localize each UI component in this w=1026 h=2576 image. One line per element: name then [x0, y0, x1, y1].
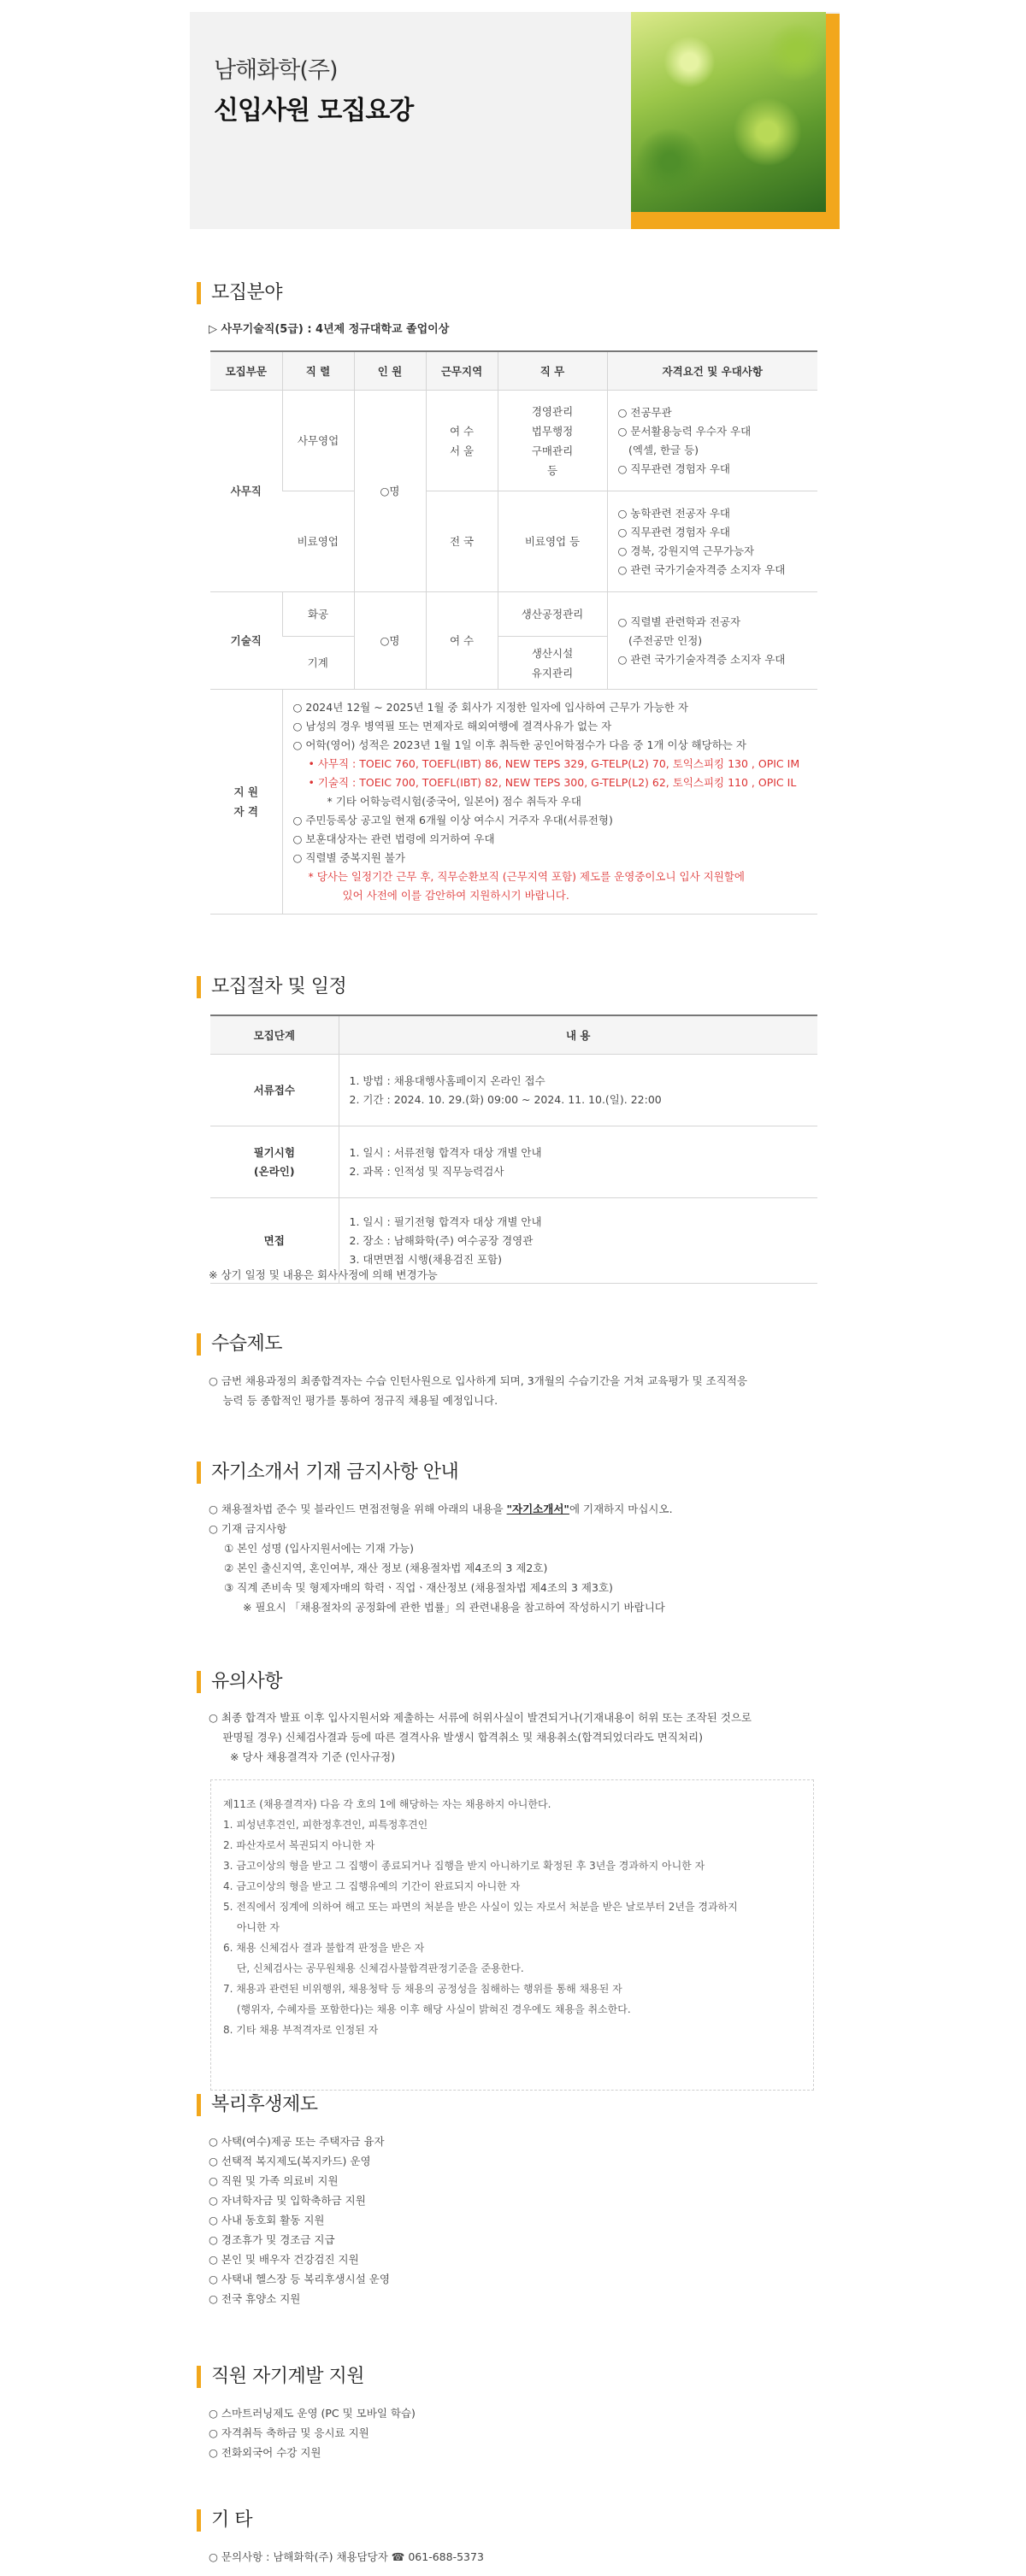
training-text — [209, 1371, 747, 1410]
qualification-label: 지 원 자 격 — [210, 690, 282, 915]
table-row — [210, 1126, 817, 1198]
essay-note: ※ 필요시 「채용절차의 공정화에 관한 법률」의 관련내용을 참고하여 작성하시기 바랍니다 — [243, 1601, 665, 1614]
welfare-item: ○ 사택(여수)제공 또는 주택자금 융자 — [209, 2135, 385, 2148]
header-duty: 직 무 — [498, 351, 607, 391]
qualification-requirements — [282, 690, 817, 915]
table-row — [210, 1055, 817, 1126]
stage-cell: 서류접수 — [210, 1055, 339, 1126]
region-cell: 전 국 — [426, 491, 498, 592]
section-title-development: 직원 자기계발 지원 — [197, 2366, 364, 2388]
qualification-cell — [607, 491, 817, 592]
section-title-essay: 자기소개서 기재 금지사항 안내 — [197, 1461, 458, 1484]
stage-cell: 필기시험 (온라인) — [210, 1126, 339, 1198]
essay-items-head: ○ 기재 금지사항 — [209, 1522, 287, 1535]
contact-label: ○ 문의사항 : 남해화학(주) 채용담당자 — [209, 2550, 392, 2563]
disqualification-item: 5. 전직에서 징계에 의하여 해고 또는 파면의 처분을 받은 사실이 있는 자로서 처분을 받은 날로부터 2년을 경과하지 — [223, 1901, 738, 1913]
qualification-line: ○ 전공무관 — [617, 405, 672, 419]
page-title: 신입사원 모집요강 — [214, 96, 414, 126]
development-list — [209, 2403, 416, 2462]
process-note: ※ 상기 일정 및 내용은 회사사정에 의해 변경가능 — [209, 1268, 438, 1281]
hero-banner — [190, 12, 840, 229]
headcount-cell: ○명 — [354, 592, 426, 690]
caution-text — [209, 1708, 752, 1767]
qualification-line: * 기타 어학능력시험(중국어, 일본어) 점수 취득자 우대 — [327, 795, 581, 808]
recruit-subhead: ▷ 사무기술직(5급) : 4년제 정규대학교 졸업이상 — [209, 323, 450, 336]
essay-item: ② 본인 출신지역, 혼인여부, 재산 정보 (채용절차법 제4조의 3 제2호) — [224, 1561, 548, 1574]
content-line: 2. 과목 : 인적성 및 직무능력검사 — [349, 1164, 504, 1178]
header-division: 모집부문 — [210, 351, 282, 391]
disqualification-item: 7. 채용과 관련된 비위행위, 채용청탁 등 채용의 공정성을 침해하는 행위를 통해 채용된 자 — [223, 1983, 622, 1995]
tea-leaves-image — [631, 12, 826, 212]
table-row — [210, 491, 817, 592]
table-row — [210, 391, 817, 491]
qualification-line: ○ 보훈대상자는 관련 법령에 의거하여 우대 — [292, 832, 495, 845]
disqualification-item: 제11조 (채용결격자) 다음 각 호의 1에 해당하는 자는 채용하지 아니한다. — [223, 1798, 551, 1810]
welfare-list — [209, 2132, 390, 2308]
qualification-cell — [607, 592, 817, 690]
welfare-item: ○ 자녀학자금 및 입학축하금 지원 — [209, 2194, 366, 2207]
content-line: 1. 방법 : 채용대행사홈페이지 온라인 접수 — [349, 1073, 545, 1087]
region-cell: 여 수 서 울 — [426, 391, 498, 491]
qualification-line: ○ 관련 국가기술자격증 소지자 우대 — [617, 562, 786, 576]
qualification-line: ○ 직렬별 관련학과 전공자 — [617, 615, 741, 628]
welfare-item: ○ 선택적 복지제도(복지카드) 운영 — [209, 2155, 371, 2167]
header-content: 내 용 — [339, 1015, 817, 1055]
section-title-recruit: 모집분야 — [197, 282, 282, 304]
header-qualifications: 자격요건 및 우대사항 — [607, 351, 817, 391]
phone-icon: ☎ — [391, 2550, 405, 2563]
duty-cell: 생산공정관리 — [498, 592, 607, 637]
qualification-cell — [607, 391, 817, 491]
qualification-line: • 사무직 : TOEIC 760, TOEFL(IBT) 86, NEW TEPS 329, G-TELP(L2) 70, 토익스피킹 130 , OPIC IM — [308, 757, 800, 770]
section-title-process: 모집절차 및 일정 — [197, 976, 346, 998]
development-item: ○ 자격취득 축하금 및 응시료 지원 — [209, 2426, 369, 2439]
duty-cell: 경영관리 법무행정 구매관리 등 — [498, 391, 607, 491]
disqualification-box — [210, 1779, 814, 2091]
qualification-line: ○ 2024년 12월 ~ 2025년 1월 중 회사가 지정한 일자에 입사하여 근무가 가능한 자 — [292, 701, 688, 714]
disqualification-item: 3. 금고이상의 형을 받고 그 집행이 종료되거나 집행을 받지 아니하기로 확정된 후 3년을 경과하지 아니한 자 — [223, 1860, 705, 1872]
header-series: 직 렬 — [282, 351, 354, 391]
qualification-line: ○ 농학관련 전공자 우대 — [617, 506, 731, 520]
caution-line: 판명될 경우) 신체검사결과 등에 따른 결격사유 발생시 합격취소 및 채용취소(합격되었더라도 면직처리) — [209, 1731, 703, 1744]
disqualification-item: 2. 파산자로서 복권되지 아니한 자 — [223, 1839, 375, 1851]
disqualification-item: 1. 피성년후견인, 피한정후견인, 피특정후견인 — [223, 1819, 428, 1831]
table-row — [210, 592, 817, 637]
welfare-item: ○ 경조휴가 및 경조금 지급 — [209, 2233, 335, 2246]
qualification-line: ○ 직렬별 중복지원 불가 — [292, 851, 406, 864]
qualification-line: ○ 경북, 강원지역 근무가능자 — [617, 544, 755, 557]
welfare-item: ○ 직원 및 가족 의료비 지원 — [209, 2174, 339, 2187]
contact-line — [209, 2547, 484, 2567]
caution-line: ○ 최종 합격자 발표 이후 입사지원서와 제출하는 서류에 허위사실이 발견되거나(기재내용이 허위 또는 조작된 것으로 — [209, 1711, 752, 1724]
disqualification-item: 8. 기타 채용 부적격자로 인정된 자 — [223, 2024, 379, 2036]
stage-cell: 면접 — [210, 1198, 339, 1284]
disqualification-item: 아니한 자 — [223, 1921, 280, 1933]
training-line: ○ 금번 채용과정의 최종합격자는 수습 인턴사원으로 입사하게 되며, 3개월의 수습기간을 거쳐 교육평가 및 조직적응 — [209, 1374, 747, 1387]
qualification-line: ○ 어학(영어) 성적은 2023년 1월 1일 이후 취득한 공인어학점수가 다음 중 1개 이상 해당하는 자 — [292, 738, 746, 751]
qualification-line: ○ 관련 국가기술자격증 소지자 우대 — [617, 652, 786, 666]
header-region: 근무지역 — [426, 351, 498, 391]
welfare-item: ○ 전국 휴양소 지원 — [209, 2292, 301, 2305]
region-cell: 여 수 — [426, 592, 498, 690]
qualification-line: ○ 주민등록상 공고일 현재 6개월 이상 여수시 거주자 우대(서류전형) — [292, 814, 613, 826]
series-cell: 사무영업 — [282, 391, 354, 491]
recruit-header-row — [210, 351, 817, 391]
disqualification-item: 4. 금고이상의 형을 받고 그 집행유예의 기간이 완료되지 아니한 자 — [223, 1880, 521, 1892]
headcount-cell: ○명 — [354, 391, 426, 592]
duty-cell: 생산시설 유지관리 — [498, 637, 607, 690]
qualification-line: (엑셀, 한글 등) — [617, 443, 699, 456]
essay-text — [209, 1499, 673, 1617]
disqualification-item: (행위자, 수혜자를 포함한다)는 채용 이후 해당 사실이 밝혀진 경우에도 채용을 취소한다. — [223, 2003, 631, 2015]
process-table — [210, 1015, 817, 1284]
content-cell — [339, 1055, 817, 1126]
contact-phone: 061-688-5373 — [404, 2550, 484, 2563]
qualification-line: 있어 사전에 이를 감안하여 지원하시기 바랍니다. — [342, 889, 569, 902]
qualification-line: • 기술직 : TOEIC 700, TOEFL(IBT) 82, NEW TEPS 300, G-TELP(L2) 62, 토익스피킹 110 , OPIC IL — [308, 776, 797, 789]
essay-intro-tail: 에 기재하지 마십시오. — [569, 1503, 673, 1515]
qualification-line: (주전공만 인정) — [617, 633, 703, 647]
qualification-line: * 당사는 일정기간 근무 후, 직무순환보직 (근무지역 포함) 제도를 운영중이오니 입사 지원할에 — [308, 870, 745, 883]
essay-intro — [209, 1499, 673, 1519]
header-stage: 모집단계 — [210, 1015, 339, 1055]
welfare-item: ○ 사택내 헬스장 등 복리후생시설 운영 — [209, 2273, 390, 2285]
section-title-welfare: 복리후생제도 — [197, 2094, 318, 2116]
development-item: ○ 전화외국어 수강 지원 — [209, 2446, 321, 2459]
essay-item: ③ 직계 존비속 및 형제자매의 학력ㆍ직업ㆍ재산정보 (채용절차법 제4조의 3 제3호) — [224, 1581, 613, 1594]
table-row — [210, 690, 817, 915]
qualification-line: ○ 직무관련 경험자 우대 — [617, 462, 731, 475]
content-line: 2. 기간 : 2024. 10. 29.(화) 09:00 ~ 2024. 11. 10.(일). 22:00 — [349, 1092, 662, 1106]
division-office: 사무직 — [210, 391, 282, 592]
content-line: 2. 장소 : 남해화학(주) 여수공장 경영관 — [349, 1233, 534, 1247]
process-header-row — [210, 1015, 817, 1055]
series-cell: 기계 — [282, 637, 354, 690]
recruit-table — [210, 350, 817, 915]
disqualification-item: 단, 신체검사는 공무원채용 신체검사불합격판정기준을 준용한다. — [223, 1962, 524, 1974]
content-line: 1. 일시 : 필기전형 합격자 대상 개별 안내 — [349, 1214, 542, 1228]
section-title-caution: 유의사항 — [197, 1671, 282, 1693]
duty-cell: 비료영업 등 — [498, 491, 607, 592]
essay-intro-text: ○ 채용절차법 준수 및 블라인드 면접전형을 위해 아래의 내용을 — [209, 1503, 507, 1515]
series-cell: 화공 — [282, 592, 354, 637]
caution-line: ※ 당사 채용결격자 기준 (인사규정) — [209, 1750, 396, 1763]
welfare-item: ○ 사내 동호회 활동 지원 — [209, 2214, 325, 2226]
qualification-line: ○ 남성의 경우 병역필 또는 면제자로 해외여행에 결격사유가 없는 자 — [292, 720, 612, 732]
header-headcount: 인 원 — [354, 351, 426, 391]
disqualification-item: 6. 채용 신체검사 결과 불합격 판정을 받은 자 — [223, 1942, 425, 1954]
content-line: 3. 대면면접 시행(채용검진 포함) — [349, 1252, 503, 1266]
development-item: ○ 스마트러닝제도 운영 (PC 및 모바일 학습) — [209, 2407, 416, 2420]
division-tech: 기술직 — [210, 592, 282, 690]
welfare-item: ○ 본인 및 배우자 건강검진 지원 — [209, 2253, 359, 2266]
essay-emphasis: "자기소개서" — [506, 1503, 569, 1515]
section-title-etc: 기 타 — [197, 2509, 252, 2532]
qualification-line: ○ 직무관련 경험자 우대 — [617, 525, 731, 538]
disqualification-list — [223, 1794, 805, 2040]
content-cell — [339, 1126, 817, 1198]
section-title-training: 수습제도 — [197, 1333, 282, 1356]
content-line: 1. 일시 : 서류전형 합격자 대상 개별 안내 — [349, 1145, 542, 1159]
company-name: 남해화학(주) — [214, 57, 338, 84]
qualification-line: ○ 문서활용능력 우수자 우대 — [617, 424, 752, 438]
series-cell: 비료영업 — [282, 491, 354, 592]
essay-item: ① 본인 성명 (입사지원서에는 기재 가능) — [224, 1542, 414, 1555]
training-line: 능력 등 종합적인 평가를 통하여 정규직 채용될 예정입니다. — [209, 1394, 498, 1407]
